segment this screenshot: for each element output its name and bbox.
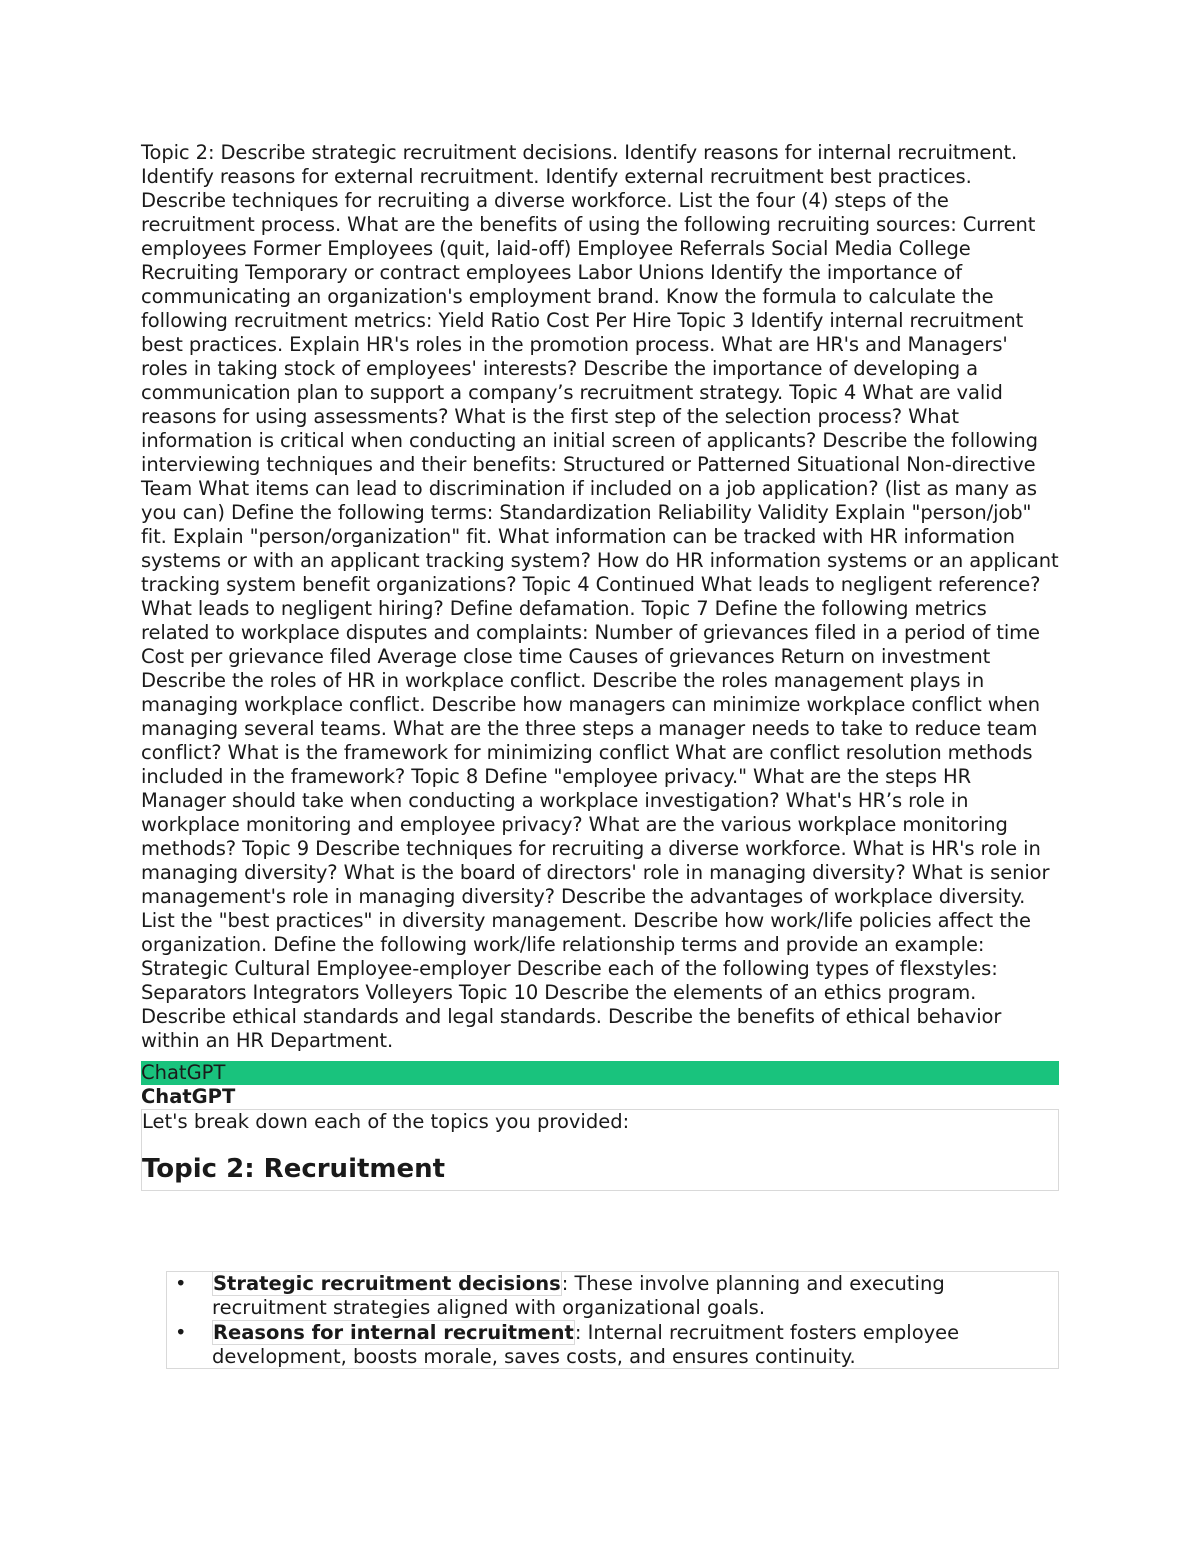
chatgpt-title: ChatGPT [141, 1085, 236, 1108]
point-term: Strategic recruitment decisions [213, 1272, 561, 1295]
answer-header-box [141, 1109, 1059, 1191]
point-term: Reasons for internal recruitment [213, 1321, 574, 1344]
chatgpt-banner: ChatGPT [141, 1061, 1059, 1085]
document-page [141, 141, 1059, 1368]
question-paragraph: Topic 2: Describe strategic recruitment decisions. Identify reasons for internal recruitment. Identify reasons for external recruitment. Identify external recruitment best practices. Describe techniques for recruiting a diverse workforce. List the four (4) steps of the recruitment process. What are the benefits of using the following recruiting sources: Current employees Former Employees (quit, laid-off) Employee Referrals Social Media College Recruiting Temporary or contract employees Labor Unions Identify the importance of communicating an organization's employment brand. Know the formula to calculate the following recruitment metrics: Yield Ratio Cost Per Hire Topic 3 Identify internal recruitment best practices. Explain HR's roles in the promotion process. What are HR's and Managers' roles in taking stock of employees' interests? Describe the importance of developing a communication plan to support a company’s recruitment strategy. Topic 4 What are valid reasons for using assessments? What is the first step of the selection process? What information is critical when conducting an initial screen of applicants? Describe the following interviewing techniques and their benefits: Structured or Patterned Situational Non-directive Team What items can lead to discrimination if included on a job application? (list as many as you can) Define the following terms: Standardization Reliability Validity Explain "person/job" fit. Explain "person/organization" fit. What information can be tracked with HR information systems or with an applicant tracking system? How do HR information systems or an applicant tracking system benefit organizations? Topic 4 Continued What leads to negligent reference? What leads to negligent hiring? Define defamation. Topic 7 Define the following metrics related to workplace disputes and complaints: Number of grievances filed in a period of time Cost per grievance filed Average close time Causes of grievances Return on investment Describe the roles of HR in workplace conflict. Describe the roles management plays in managing workplace conflict. Describe how managers can minimize workplace conflict when managing several teams. What are the three steps a manager needs to take to reduce team conflict? What is the framework for minimizing conflict What are conflict resolution methods included in the framework? Topic 8 Define "employee privacy." What are the steps HR Manager should take when conducting a workplace investigation? What's HR’s role in workplace monitoring and employee privacy? What are the various workplace monitoring methods? Topic 9 Describe techniques for recruiting a diverse workforce. What is HR's role in managing diversity? What is the board of directors' role in managing diversity? What is senior management's role in managing diversity? Describe the advantages of workplace diversity. List the "best practices" in diversity management. Describe how work/life policies affect the organization. Define the following work/life relationship terms and provide an example: Strategic Cultural Employee-employer Describe each of the following types of flexstyles: Separators Integrators Volleyers Topic 10 Describe the elements of an ethics program. Describe ethical standards and legal standards. Describe the benefits of ethical behavior within an HR Department. [141, 141, 1059, 1052]
bullet-icon: • [175, 1272, 187, 1295]
list-item [167, 1272, 1058, 1320]
point-text: : These involve planning and executing recruitment strategies aligned with organizational goals. [212, 1272, 945, 1319]
answer-list-box [166, 1271, 1059, 1369]
list-item [167, 1321, 1058, 1369]
bullet-icon: • [175, 1321, 187, 1344]
answer-points-list [167, 1272, 1058, 1369]
topic-heading: Topic 2: Recruitment [142, 1154, 446, 1184]
point-text: : Internal recruitment fosters employee development, boosts morale, saves costs, and ensures continuity. [212, 1321, 960, 1368]
answer-intro: Let's break down each of the topics you provided: [142, 1110, 630, 1133]
